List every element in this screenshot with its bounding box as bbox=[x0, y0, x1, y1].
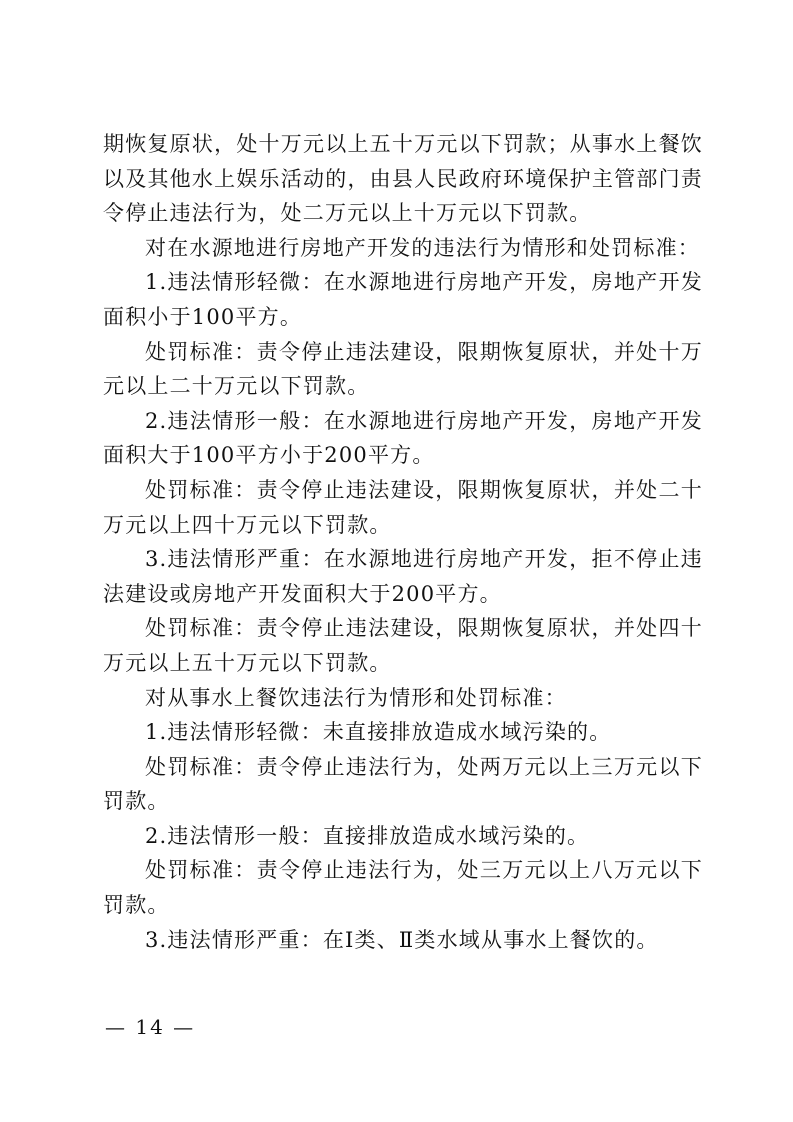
paragraph-10: 1.违法情形轻微：未直接排放造成水域污染的。 bbox=[145, 720, 612, 745]
page-number: — 14 — bbox=[105, 1015, 196, 1039]
paragraph-14: 3.违法情形严重：在Ⅰ类、Ⅱ类水域从事水上餐饮的。 bbox=[145, 927, 659, 952]
paragraph-1: 期恢复原状，处十万元以上五十万元以下罚款；从事水上餐饮以及其他水上娱乐活动的，由县人民政府环境保护主管部门责令停止违法行为，处二万元以上十万元以下罚款。 bbox=[103, 132, 703, 226]
paragraph-6: 处罚标准：责令停止违法建设，限期恢复原状，并处二十万元以上四十万元以下罚款。 bbox=[103, 477, 703, 537]
paragraph-3: 1.违法情形轻微：在水源地进行房地产开发，房地产开发面积小于100平方。 bbox=[103, 270, 703, 329]
paragraph-2: 对在水源地进行房地产开发的违法行为情形和处罚标准： bbox=[145, 235, 700, 260]
paragraph-5: 2.违法情形一般：在水源地进行房地产开发，房地产开发面积大于100平方小于200平方。 bbox=[103, 408, 703, 468]
paragraph-8: 处罚标准：责令停止违法建设，限期恢复原状，并处四十万元以上五十万元以下罚款。 bbox=[103, 616, 703, 675]
paragraph-13: 处罚标准：责令停止违法行为，处三万元以上八万元以下罚款。 bbox=[103, 858, 703, 918]
paragraph-11: 处罚标准：责令停止违法行为，处两万元以上三万元以下罚款。 bbox=[103, 754, 703, 814]
paragraph-12: 2.违法情形一般：直接排放造成水域污染的。 bbox=[145, 823, 590, 848]
paragraph-9: 对从事水上餐饮违法行为情形和处罚标准： bbox=[145, 685, 567, 710]
paragraph-4: 处罚标准：责令停止违法建设，限期恢复原状，并处十万元以上二十万元以下罚款。 bbox=[103, 339, 703, 399]
paragraph-7: 3.违法情形严重：在水源地进行房地产开发，拒不停止违法建设或房地产开发面积大于200平方。 bbox=[103, 547, 703, 606]
body-text bbox=[103, 127, 703, 957]
